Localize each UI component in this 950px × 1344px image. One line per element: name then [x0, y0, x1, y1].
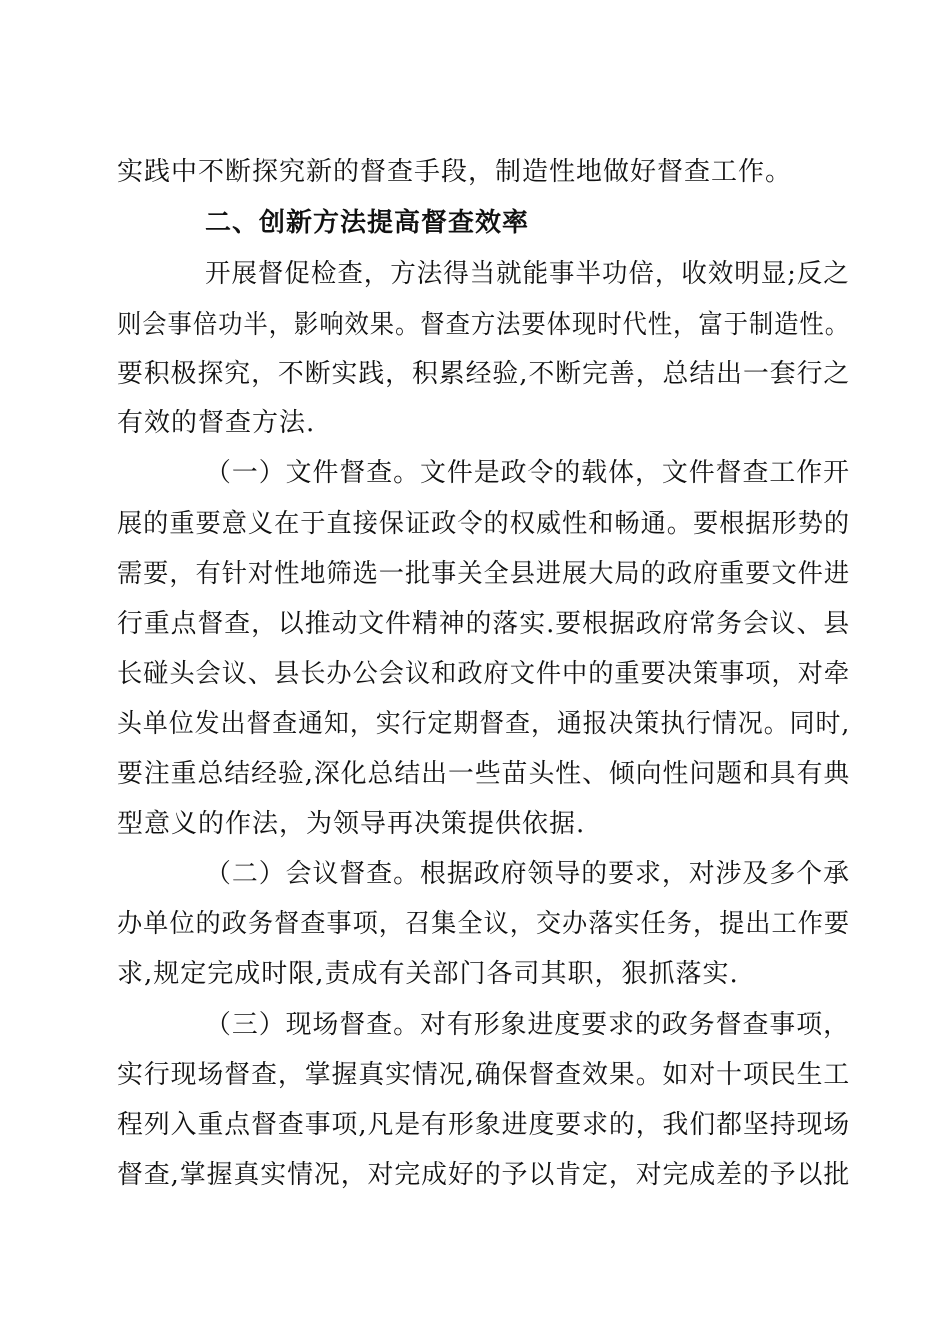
text-line: 头单位发出督查通知，实行定期督查，通报决策执行情况。同时, — [117, 709, 851, 739]
subsection-line: （二）会议督查。根据政府领导的要求，对涉及多个承 — [205, 859, 851, 889]
subsection-line: （三）现场督查。对有形象进度要求的政务督查事项， — [205, 1010, 851, 1040]
text-line: 要注重总结经验,深化总结出一些苗头性、倾向性问题和具有典 — [117, 759, 851, 789]
text-line: 展的重要意义在于直接保证政令的权威性和畅通。要根据形势的 — [117, 509, 851, 539]
text-line: 程列入重点督查事项,凡是有形象进度要求的，我们都坚持现场 — [117, 1110, 851, 1140]
text-line: 型意义的作法，为领导再决策提供依据. — [117, 809, 586, 839]
text-line: 实践中不断探究新的督查手段，制造性地做好督查工作。 — [117, 157, 793, 187]
text-line: 需要，有针对性地筛选一批事关全县进展大局的政府重要文件进 — [117, 559, 851, 589]
text-line: 办单位的政务督查事项，召集全议，交办落实任务，提出工作要 — [117, 909, 851, 939]
text-line: 行重点督查，以推动文件精神的落实.要根据政府常务会议、县 — [117, 609, 851, 639]
text-line: 开展督促检查，方法得当就能事半功倍，收效明显;反之 — [205, 259, 850, 289]
section-heading: 二、创新方法提高督查效率 — [205, 208, 530, 238]
text-line: 长碰头会议、县长办公会议和政府文件中的重要决策事项，对牵 — [117, 659, 851, 689]
text-line: 有效的督查方法. — [117, 408, 316, 438]
subsection-line: （一）文件督查。文件是政令的载体，文件督查工作开 — [205, 458, 851, 488]
text-line: 实行现场督查，掌握真实情况,确保督查效果。如对十项民生工 — [117, 1060, 851, 1090]
text-line: 求,规定完成时限,责成有关部门各司其职，狠抓落实. — [117, 959, 739, 989]
text-line: 要积极探究，不断实践，积累经验,不断完善，总结出一套行之 — [117, 359, 851, 389]
text-line: 则会事倍功半，影响效果。督查方法要体现时代性，富于制造性。 — [117, 310, 850, 340]
text-line: 督查,掌握真实情况，对完成好的予以肯定，对完成差的予以批 — [117, 1160, 851, 1190]
